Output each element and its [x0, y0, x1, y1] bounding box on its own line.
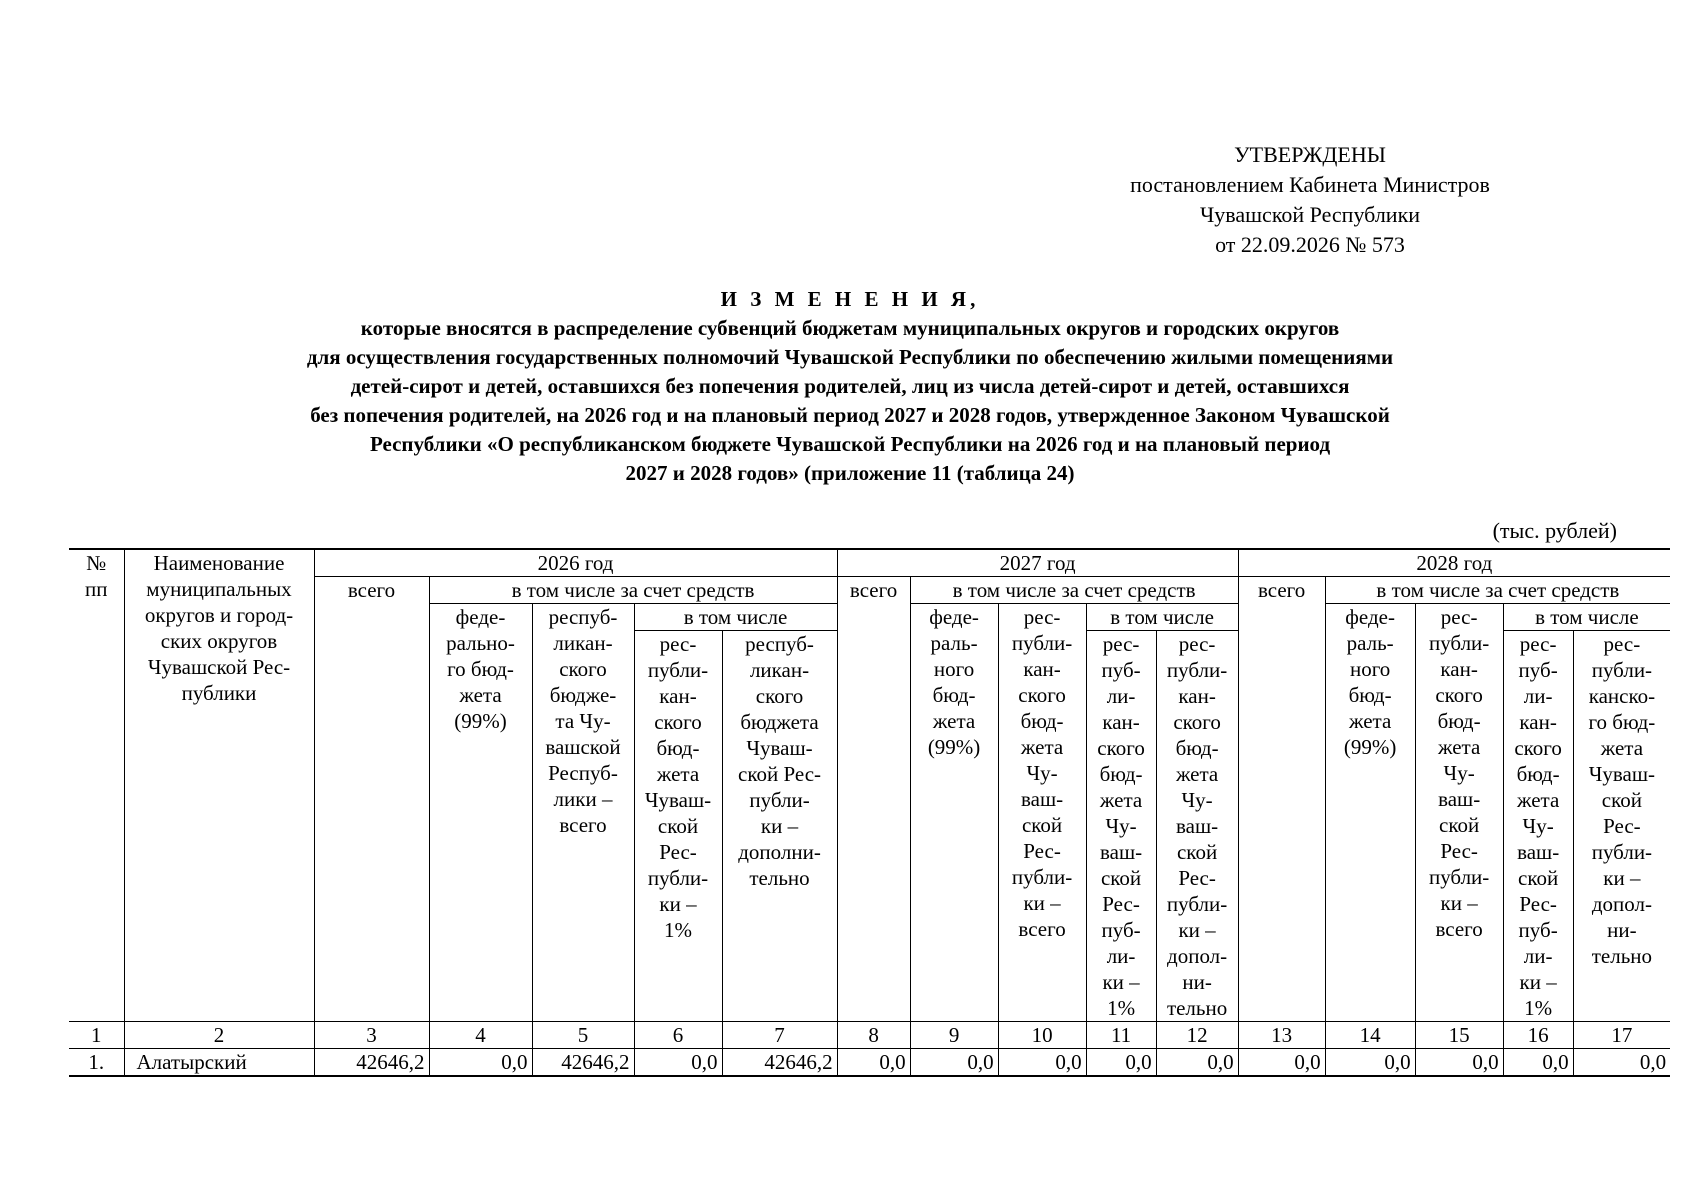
column-number: 16	[1503, 1022, 1573, 1049]
column-number: 11	[1086, 1022, 1156, 1049]
header-incl-sources-2026: в том числе за счет средств	[429, 577, 837, 604]
header-row-years	[69, 549, 1670, 577]
value-total-2026: 42646,2	[314, 1049, 429, 1077]
title-line: Республики «О республиканском бюджете Чувашской Республики на 2026 год и на плановый период	[369, 432, 1331, 456]
municipality-name: Алатырский	[124, 1049, 314, 1077]
document-heading: И З М Е Н Е Н И Я,	[720, 287, 980, 311]
value-federal-2026: 0,0	[429, 1049, 532, 1077]
value-rep-1pct-2027: 0,0	[1086, 1049, 1156, 1077]
column-number: 12	[1156, 1022, 1238, 1049]
value-rep-1pct-2026: 0,0	[634, 1049, 722, 1077]
column-number: 14	[1325, 1022, 1415, 1049]
unit-label: (тыс. рублей)	[1492, 518, 1617, 543]
header-incl-2026: в том числе	[634, 604, 837, 631]
column-number: 1	[69, 1022, 124, 1049]
header-year-2026: 2026 год	[314, 549, 837, 577]
approval-date-number: от 22.09.2026 № 573	[1215, 232, 1405, 257]
header-total-2026: всего	[314, 577, 429, 1022]
title-line: детей-сирот и детей, оставшихся без попечения родителей, лиц из числа детей-сирот и детей, оставшихся	[350, 374, 1350, 398]
column-number-row	[69, 1022, 1670, 1049]
header-republic-2028: рес- публи- кан- ского бюд- жета Чу- ваш- ской Рес- публи- ки – всего	[1415, 604, 1503, 1022]
value-rep-extra-2026: 42646,2	[722, 1049, 837, 1077]
header-rep-extra-2028: рес- публи- канско- го бюд- жета Чуваш- ской Рес- публи- ки – допол- ни- тельно	[1573, 631, 1670, 1022]
document-title	[80, 285, 1620, 488]
column-number: 2	[124, 1022, 314, 1049]
value-federal-2027: 0,0	[910, 1049, 998, 1077]
column-number: 5	[532, 1022, 634, 1049]
header-year-2028: 2028 год	[1238, 549, 1670, 577]
column-number: 13	[1238, 1022, 1325, 1049]
column-number: 8	[837, 1022, 910, 1049]
header-year-2027: 2027 год	[837, 549, 1238, 577]
header-incl-sources-2028: в том числе за счет средств	[1325, 577, 1670, 604]
title-line: 2027 и 2028 годов» (приложение 11 (таблица 24)	[625, 461, 1075, 485]
approval-issuer-region: Чувашской Республики	[1199, 202, 1421, 227]
value-republic-2027: 0,0	[998, 1049, 1086, 1077]
header-rep-extra-2027: рес- публи- кан- ского бюд- жета Чу- ваш- ской Рес- публи- ки – допол- ни- тельно	[1156, 631, 1238, 1022]
value-rep-extra-2027: 0,0	[1156, 1049, 1238, 1077]
column-number: 10	[998, 1022, 1086, 1049]
column-number: 6	[634, 1022, 722, 1049]
header-incl-2027: в том числе	[1086, 604, 1238, 631]
column-number: 15	[1415, 1022, 1503, 1049]
subvention-table	[69, 548, 1670, 1077]
column-number: 7	[722, 1022, 837, 1049]
value-republic-2028: 0,0	[1415, 1049, 1503, 1077]
header-name: Наименование муниципальных округов и город- ских округов Чувашской Рес- публики	[124, 549, 314, 1022]
value-federal-2028: 0,0	[1325, 1049, 1415, 1077]
header-federal-2026: феде- рально- го бюд- жета (99%)	[429, 604, 532, 1022]
header-federal-2028: феде- раль- ного бюд- жета (99%)	[1325, 604, 1415, 1022]
header-num: № пп	[69, 549, 124, 1022]
value-rep-extra-2028: 0,0	[1573, 1049, 1670, 1077]
value-total-2028: 0,0	[1238, 1049, 1325, 1077]
value-republic-2026: 42646,2	[532, 1049, 634, 1077]
column-number: 9	[910, 1022, 998, 1049]
header-incl-sources-2027: в том числе за счет средств	[910, 577, 1238, 604]
column-number: 3	[314, 1022, 429, 1049]
header-republic-2027: рес- публи- кан- ского бюд- жета Чу- ваш- ской Рес- публи- ки – всего	[998, 604, 1086, 1022]
approval-block	[1100, 140, 1520, 260]
title-line: без попечения родителей, на 2026 год и на плановый период 2027 и 2028 годов, утвержденное Законом Чувашской	[310, 403, 1390, 427]
header-federal-2027: феде- раль- ного бюд- жета (99%)	[910, 604, 998, 1022]
header-incl-2028: в том числе	[1503, 604, 1670, 631]
approval-issuer: постановлением Кабинета Министров	[1130, 172, 1490, 197]
header-rep-1pct-2028: рес- пуб- ли- кан- ского бюд- жета Чу- ваш- ской Рес- пуб- ли- ки – 1%	[1503, 631, 1573, 1022]
column-number: 4	[429, 1022, 532, 1049]
title-line: которые вносятся в распределение субвенций бюджетам муниципальных округов и городских округов	[360, 316, 1340, 340]
header-total-2028: всего	[1238, 577, 1325, 1022]
header-total-2027: всего	[837, 577, 910, 1022]
header-republic-2026: респуб- ликан- ского бюдже- та Чу- вашской Респуб- лики – всего	[532, 604, 634, 1022]
row-number: 1.	[69, 1049, 124, 1077]
header-rep-1pct-2027: рес- пуб- ли- кан- ского бюд- жета Чу- ваш- ской Рес- пуб- ли- ки – 1%	[1086, 631, 1156, 1022]
table-row	[69, 1049, 1670, 1077]
header-rep-1pct-2026: рес- публи- кан- ского бюд- жета Чуваш- ской Рес- публи- ки – 1%	[634, 631, 722, 1022]
approval-stamp: УТВЕРЖДЕНЫ	[1234, 142, 1386, 167]
value-rep-1pct-2028: 0,0	[1503, 1049, 1573, 1077]
column-number: 17	[1573, 1022, 1670, 1049]
title-line: для осуществления государственных полномочий Чувашской Республики по обеспечению жилыми помещениями	[306, 345, 1394, 369]
header-rep-extra-2026: респуб- ликан- ского бюджета Чуваш- ской Рес- публи- ки – дополни- тельно	[722, 631, 837, 1022]
value-total-2027: 0,0	[837, 1049, 910, 1077]
